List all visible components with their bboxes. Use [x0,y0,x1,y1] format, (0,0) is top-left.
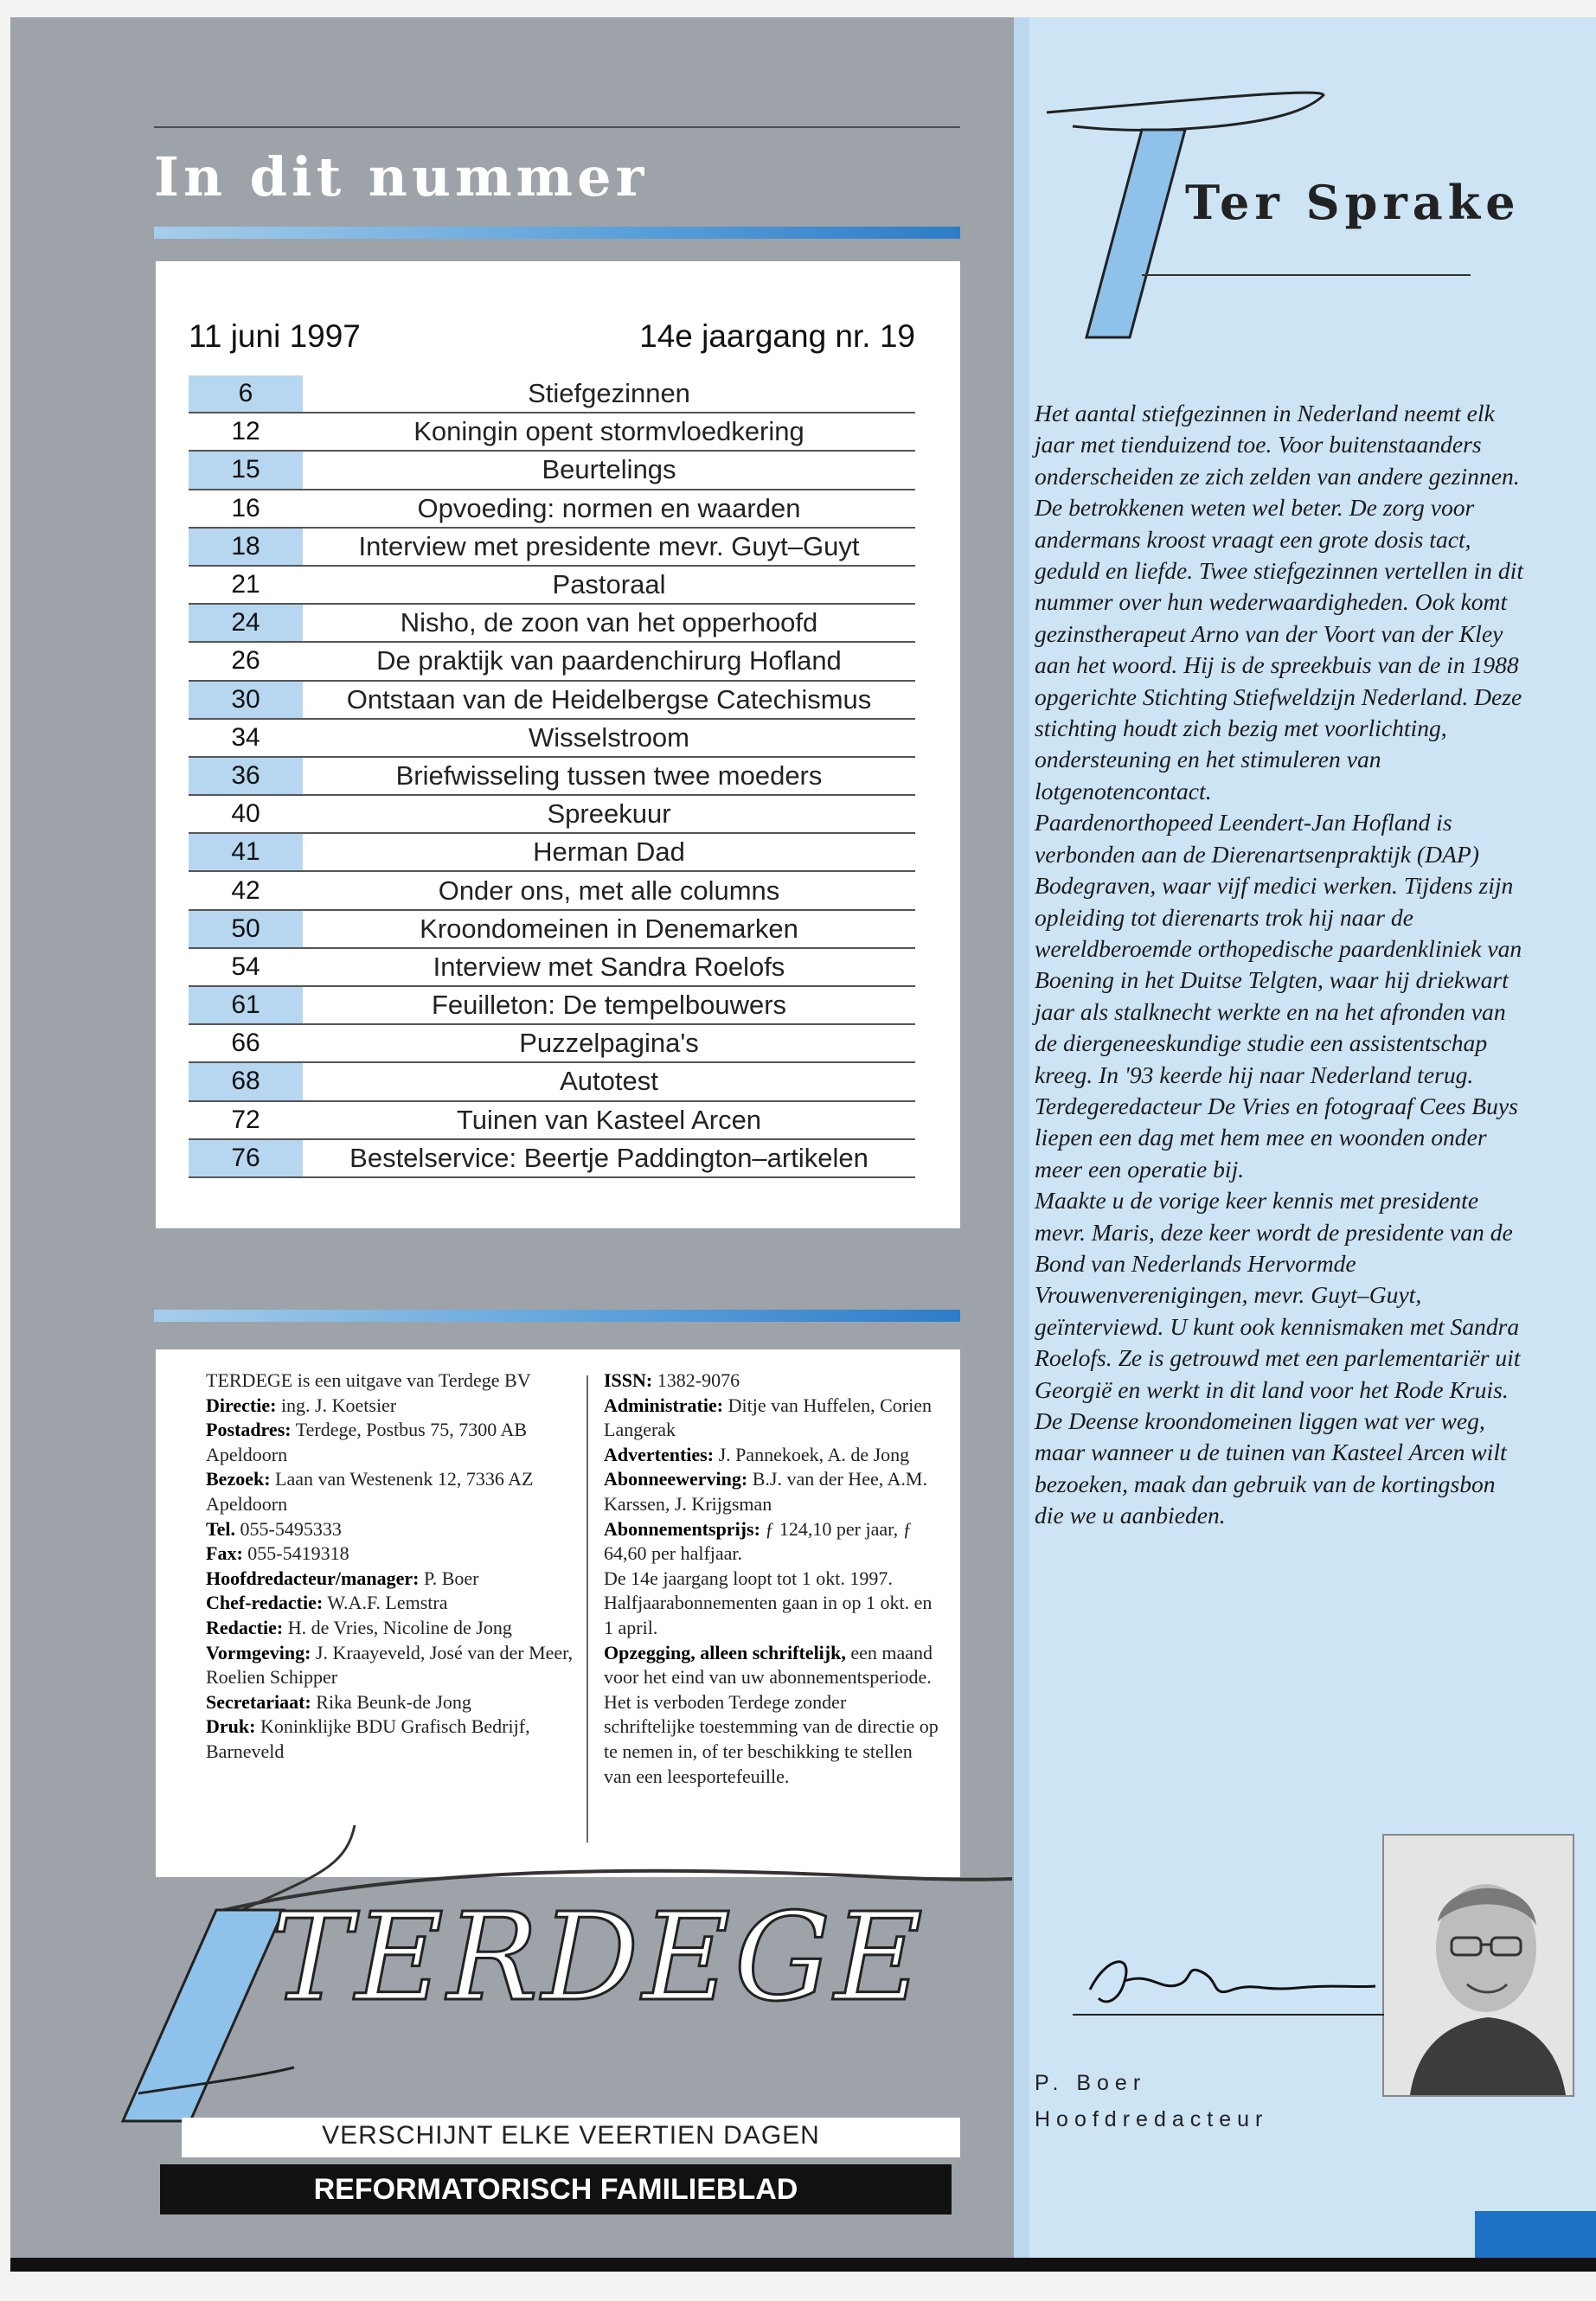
header-blue-bar [154,227,960,239]
toc-row [189,643,915,681]
toc-header [189,318,915,362]
toc-article-title: Tuinen van Kasteel Arcen [456,1104,762,1135]
colophon-label: Druk: [206,1715,256,1738]
toc-page-number: 66 [231,1029,260,1058]
colophon-entry [206,1368,576,1394]
toc-article-title: Interview met Sandra Roelofs [433,951,785,982]
toc-page-number: 15 [189,452,303,488]
colophon-entry [206,1690,576,1715]
colophon-value: ing. J. Koetsier [280,1394,397,1416]
colophon-value: Terdege, Postbus 75, 7300 AB Apeldoorn [206,1419,528,1465]
colophon-value: 055-5419318 [247,1542,349,1565]
toc-article-title: Spreekuur [547,798,671,830]
colophon-value: H. de Vries, Nicoline de Jong [287,1616,512,1638]
toc-article-title: Stiefgezinnen [528,378,690,409]
toc-row [189,1102,915,1140]
colophon-entry [206,1641,576,1690]
toc-page-number: 61 [189,987,303,1023]
colophon-entry [206,1715,576,1764]
colophon-label: Advertenties: [604,1443,715,1465]
toc-page-number: 36 [189,758,303,794]
signature [1073,1938,1384,2024]
toc-row [189,375,915,413]
issue-volume: 14e jaargang nr. 19 [639,318,915,354]
colophon-label: Administratie: [604,1394,724,1416]
colophon-entry [604,1443,941,1468]
toc-article-title: Bestelservice: Beertje Paddington–artikelen [349,1142,869,1173]
toc-page-number: 68 [189,1063,303,1099]
colophon-value: 055-5495333 [240,1517,342,1540]
toc-article-title: Herman Dad [533,836,685,868]
toc-row [189,452,915,490]
toc-row [189,682,915,720]
toc-row [189,529,915,567]
colophon-value: Koninklijke BDU Grafisch Bedrijf, Barneveld [206,1715,530,1762]
colophon-left-column [206,1368,576,1765]
toc-row [189,605,915,643]
colophon-label: Vormgeving: [206,1641,311,1663]
logo-wordmark: TERDEGE [271,1888,926,2029]
colophon-value: W.A.F. Lemstra [327,1592,448,1614]
colophon-entry [604,1641,941,1690]
colophon-entry [604,1517,941,1567]
portrait-illustration [1384,1836,1573,2095]
colophon-value: Rika Beunk-de Jong [316,1690,471,1713]
toc-article-title: Ontstaan van de Heidelbergse Catechismus [346,683,872,715]
toc-article-title: Puzzelpagina's [519,1028,699,1059]
colophon-entry [604,1567,941,1641]
toc-row [189,720,915,758]
masthead-subtitle: REFORMATORISCH FAMILIEBLAD [313,2173,798,2206]
colophon-entry [604,1690,941,1789]
toc-row [189,872,915,910]
colophon-value: P. Boer [423,1567,479,1589]
colophon-label: Directie: [206,1394,277,1416]
colophon-value: Laan van Westenenk 12, 7336 AZ Apeldoorn [206,1468,534,1515]
toc-page-number: 54 [231,952,260,981]
issue-title: In dit nummer [154,145,649,208]
editorial-paragraph: Paardenorthopeed Leendert-Jan Hofland is verbonden aan de Dierenartsenpraktijk (DAP) Bodegraven, waar vijf medici werken. Tijdens zijn opleiding tot dierenarts trok hij naar de wereldberoemde orthopedische paardenkliniek van Boening in het Duitse Telgten, waar hij driekwart jaar als stalknecht werkte en na het afronden van de diergeneeskundige studie een assistentschap kreeg. In '93 keerde hij naar Nederland terug. Terdegeredacteur De Vries en fotograaf Cees Buys liepen een dag met hem mee en woonden onder meer een operatie bij. [1035,809,1522,1183]
signature-line [1073,2014,1384,2016]
colophon-entry [206,1517,576,1542]
toc-page-number: 76 [189,1140,303,1176]
toc-article-title: Pastoraal [552,569,666,600]
tagline-strip [182,2118,960,2157]
colophon [156,1349,960,1877]
colophon-value: B.J. van der Hee, A.M. Karssen, J. Krijgsman [604,1468,927,1515]
corner-stripe [1475,2211,1596,2258]
toc-row [189,911,915,949]
colophon-label: Opzegging, alleen schriftelijk, [604,1641,846,1663]
issue-date: 11 juni 1997 [189,318,361,354]
editorial-paragraph: Het aantal stiefgezinnen in Nederland neemt elk jaar met tienduizend toe. Voor buitenstaanders onderscheiden ze zich zelden van andere gezinnen. De betrokkenen weten wel beter. De zorg voor andermans kroost vraagt een grote dosis tact, geduld en liefde. Twee stiefgezinnen vertellen in dit nummer over hun wederwaardigheden. Ook komt gezinstherapeut Arno van der Voort van der Kley aan het woord. Hij is de spreekbuis van de in 1988 opgerichte Stichting Stiefweldzijn Nederland. Deze stichting houdt zich bezig met voorlichting, ondersteuning en het stimuleren van lotgenotencontact. [1035,400,1524,804]
colophon-value: een maand voor het eind van uw abonnementsperiode. [604,1641,933,1689]
toc-page-number: 21 [231,570,260,599]
colophon-value: J. Kraayeveld, José van der Meer, Roelien Schipper [206,1641,574,1689]
toc-page-number: 34 [231,722,260,752]
colophon-value: 1382-9076 [657,1369,740,1391]
toc-row [189,796,915,834]
toc-row [189,987,915,1025]
toc-article-title: Onder ons, met alle columns [438,875,780,906]
ter-sprake-swoosh [1047,93,1324,130]
colophon-label: Redactie: [206,1616,284,1638]
author-name: P. Boer [1035,2071,1147,2095]
toc-page-number: 26 [231,646,260,676]
colophon-blue-bar [154,1310,960,1322]
colophon-label: Hoofdredacteur/manager: [206,1567,420,1589]
colophon-entry [604,1394,941,1443]
colophon-label: ISSN: [604,1369,653,1391]
colophon-label: Secretariaat: [206,1690,311,1713]
toc-page-number: 30 [189,682,303,718]
colophon-entry [206,1567,576,1592]
colophon-value: De 14e jaargang loopt tot 1 okt. 1997. Halfjaarabonnementen gaan in op 1 okt. en 1 april. [604,1567,933,1638]
toc-page-number: 41 [189,834,303,870]
toc-page-number: 50 [189,911,303,947]
toc-article-title: Nisho, de zoon van het opperhoofd [400,607,818,638]
toc-article-title: Feuilleton: De tempelbouwers [431,990,787,1021]
author-role: Hoofdredacteur [1035,2107,1269,2131]
toc-article-title: Kroondomeinen in Denemarken [420,913,798,944]
masthead-tagline: VERSCHIJNT ELKE VEERTIEN DAGEN [322,2121,820,2150]
toc-article-title: Koningin opent stormvloedkering [413,416,804,447]
bottom-rule [10,2258,1596,2272]
toc-page-number: 72 [231,1105,260,1134]
colophon-entry [206,1394,576,1419]
colophon-value: ƒ 124,10 per jaar, ƒ 64,60 per halfjaar. [604,1517,913,1565]
colophon-label: Tel. [206,1517,236,1540]
toc-article-title: De praktijk van paardenchirurg Hofland [376,645,842,676]
editorial-paragraph: Maakte u de vorige keer kennis met presidente mevr. Maris, deze keer wordt de presidente van de Bond van Nederlands Hervormde Vrouwenverenigingen, mevr. Guyt–Guyt, geïnterviewd. U kunt ook kennismaken met Sandra Roelofs. Ze is getrouwd met een parlementariër uit Georgië en werkt in dit land voor het Rode Kruis. [1035,1187,1521,1403]
colophon-entry [206,1467,576,1516]
toc-row [189,949,915,987]
toc-row [189,1063,915,1101]
editorial-body [1035,398,1528,1532]
toc-page-number: 40 [231,799,260,829]
colophon-value: Het is verboden Terdege zonder schriftelijke toestemming van de directie op te nemen in, of ter beschikking te stellen van een leesportefeuille. [604,1690,939,1787]
colophon-entry [604,1368,941,1394]
header-rule [154,126,960,128]
colophon-value: Ditje van Huffelen, Corien Langerak [604,1394,933,1441]
author-photo [1382,1834,1574,2097]
toc-article-title: Beurtelings [542,454,676,485]
toc-list [189,375,915,1178]
colophon-label: Abonneewerving: [604,1468,748,1490]
toc-article-title: Interview met presidente mevr. Guyt–Guyt [358,530,860,561]
toc-row [189,490,915,529]
toc-page-number: 42 [231,875,260,905]
toc-page-number: 24 [189,605,303,641]
colophon-entry [206,1616,576,1641]
toc-page-number: 18 [189,529,303,565]
toc-article-title: Autotest [560,1066,658,1097]
toc-row [189,413,915,452]
toc-row [189,567,915,605]
colophon-divider [586,1375,588,1843]
editorial-heading: Ter Sprake [1185,175,1521,230]
editorial-paragraph: De Deense kroondomeinen liggen wat ver weg, maar wanneer u de tuinen van Kasteel Arcen wilt bezoeken, maak dan gebruik van de kortingsbon die we u aanbieden. [1035,1407,1507,1529]
masthead-subtitle-bar [160,2164,952,2214]
colophon-right-column [604,1368,941,1789]
toc-page-number: 6 [189,375,303,412]
toc-article-title: Opvoeding: normen en waarden [417,492,801,523]
colophon-entry [604,1467,941,1516]
colophon-entry [206,1541,576,1567]
table-of-contents [156,261,960,1228]
colophon-label: Chef-redactie: [206,1592,324,1614]
toc-row [189,1025,915,1063]
toc-article-title: Wisselstroom [528,721,689,753]
toc-row [189,758,915,796]
colophon-value: TERDEGE is een uitgave van Terdege BV [206,1369,531,1391]
toc-page-number: 12 [231,417,260,446]
toc-row [189,834,915,872]
ter-sprake-t-stem [1086,130,1185,337]
colophon-value: J. Pannekoek, A. de Jong [718,1443,910,1465]
colophon-entry [206,1418,576,1467]
toc-article-title: Briefwisseling tussen twee moeders [395,760,823,791]
colophon-label: Fax: [206,1542,243,1565]
colophon-label: Bezoek: [206,1468,271,1490]
toc-row [189,1140,915,1178]
colophon-entry [206,1591,576,1616]
colophon-label: Postadres: [206,1419,292,1441]
colophon-label: Abonnementsprijs: [604,1517,760,1540]
toc-page-number: 16 [231,493,260,522]
masthead-logo [87,1808,1021,2137]
